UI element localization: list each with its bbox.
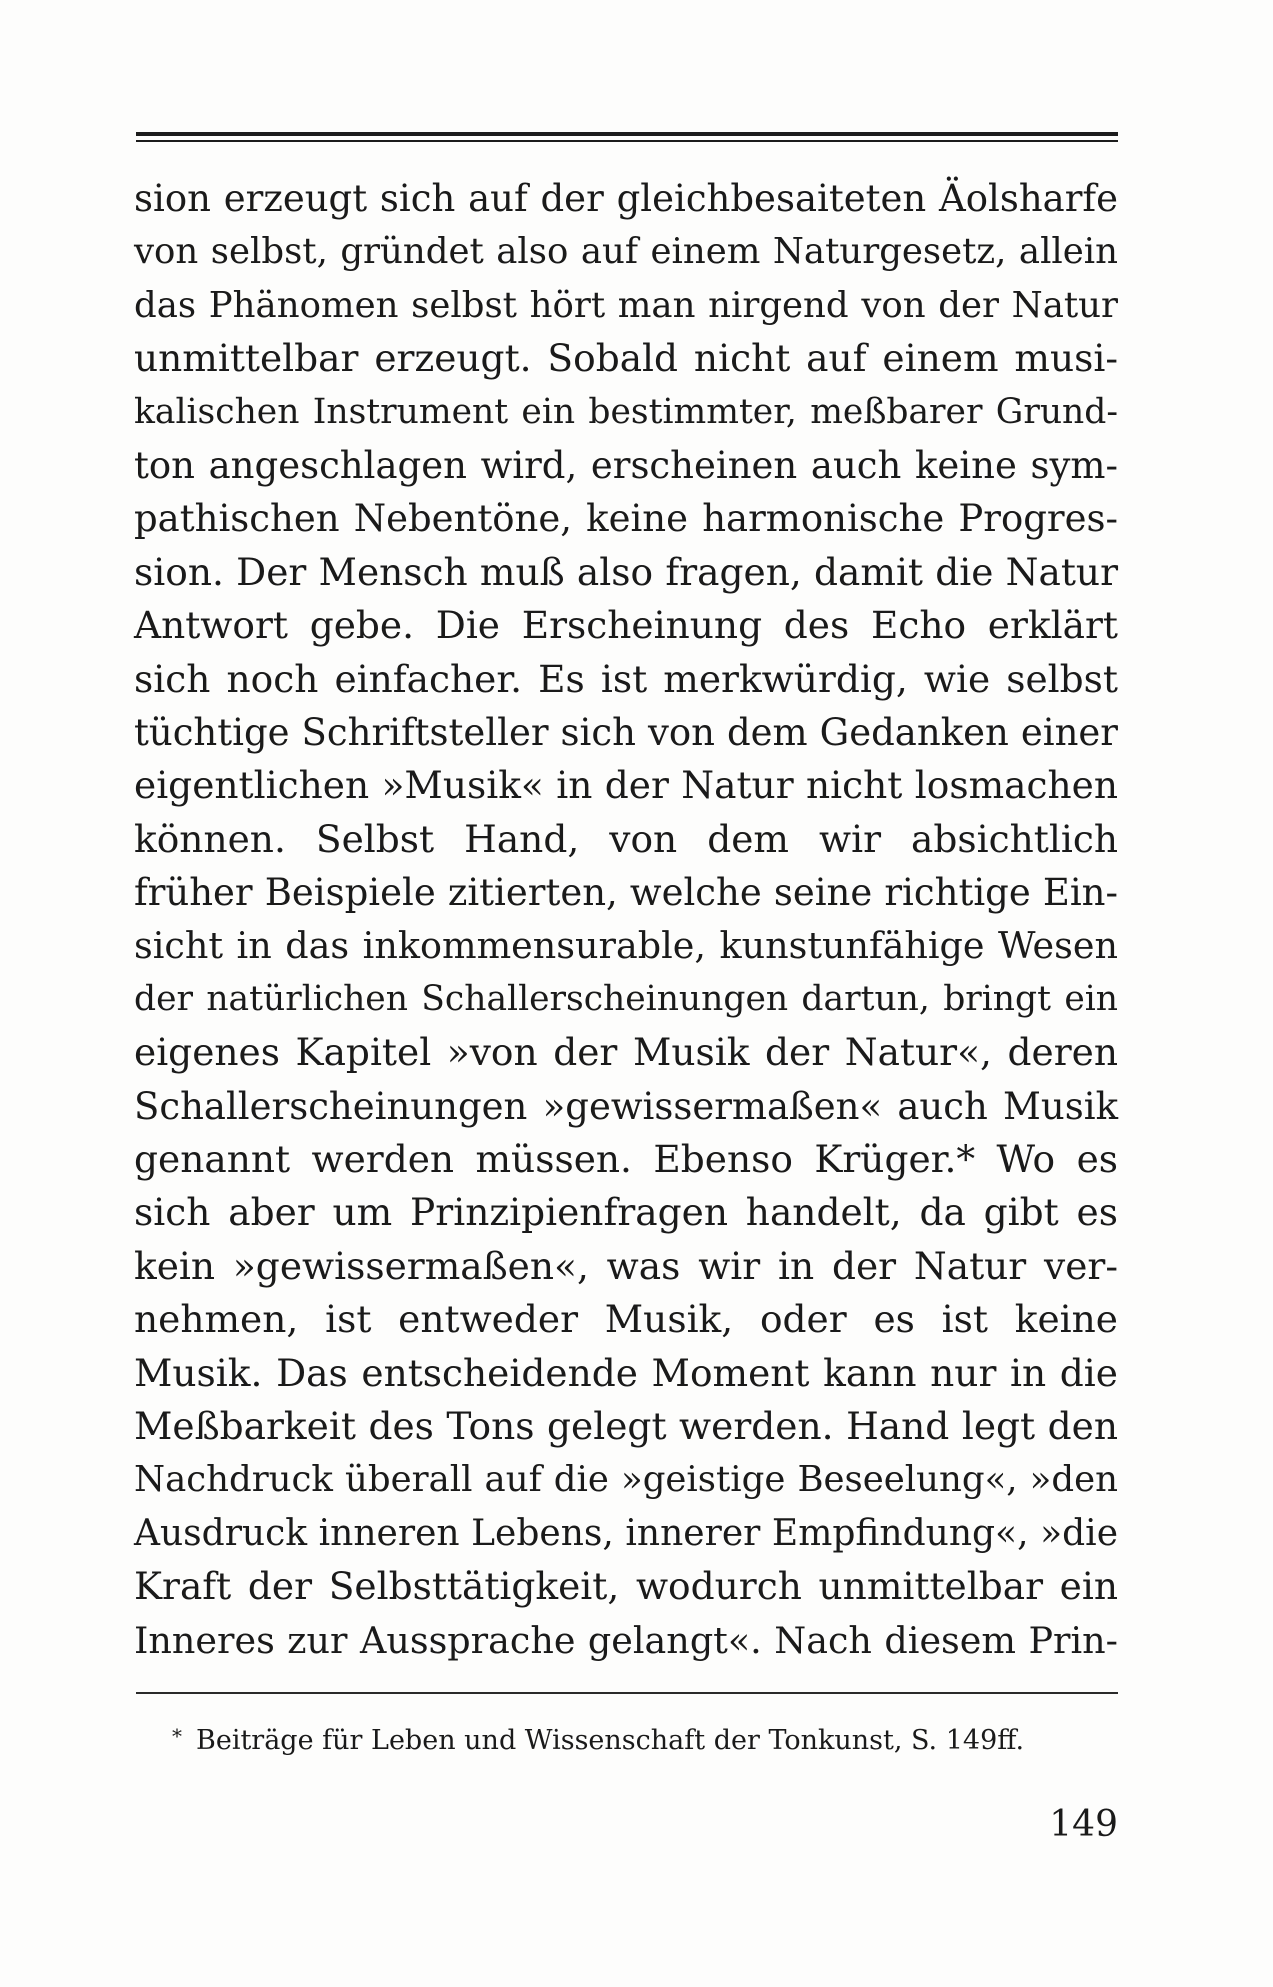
text-line: der natürlichen Schallerscheinungen dartun, bringt ein <box>134 978 1118 1019</box>
text-line: sich noch einfacher. Es ist merkwürdig, wie selbst <box>134 656 1118 701</box>
text-line: können. Selbst Hand, von dem wir absichtlich <box>134 816 1118 861</box>
text-line: nehmen, ist entweder Musik, oder es ist keine <box>134 1297 1118 1342</box>
text-line: Nachdruck überall auf die »geistige Beseelung«, »den <box>134 1459 1118 1501</box>
text-line: Inneres zur Aussprache gelangt«. Nach diesem Prin- <box>134 1618 1118 1662</box>
text-line: Meßbarkeit des Tons gelegt werden. Hand legt den <box>134 1403 1118 1448</box>
text-line: tüchtige Schriftsteller sich von dem Gedanken einer <box>134 710 1118 754</box>
text-line: früher Beispiele zitierten, welche seine richtige Ein- <box>134 871 1118 915</box>
text-line: sion. Der Mensch muß also fragen, damit die Natur <box>134 549 1118 594</box>
text-line: eigenes Kapitel »von der Musik der Natur«, deren <box>134 1030 1118 1075</box>
footnote-marker: * <box>172 1724 182 1748</box>
footnote-rule <box>136 1692 1118 1694</box>
text-line: Schallerscheinungen »gewissermaßen« auch Musik <box>134 1084 1118 1128</box>
header-double-rule <box>136 132 1118 142</box>
main-text-block <box>134 172 1118 1667</box>
text-line: Ausdruck inneren Lebens, innerer Empfindung«, »die <box>134 1512 1118 1554</box>
text-line: genannt werden müssen. Ebenso Krüger.* Wo es <box>134 1137 1118 1182</box>
text-line: Antwort gebe. Die Erscheinung des Echo erklärt <box>134 603 1118 648</box>
text-line: sicht in das inkommensurable, kunstunfähige Wesen <box>134 924 1118 968</box>
text-line: Kraft der Selbsttätigkeit, wodurch unmittelbar ein <box>134 1564 1118 1609</box>
text-line: Musik. Das entscheidende Moment kann nur in die <box>134 1350 1118 1395</box>
footnote <box>172 1716 1118 1761</box>
text-line: eigentlichen »Musik« in der Natur nicht losmachen <box>134 763 1118 808</box>
text-line: ton angeschlagen wird, erscheinen auch keine sym- <box>134 443 1118 487</box>
footnote-text: Beiträge für Leben und Wissenschaft der Tonkunst, S. 149ff. <box>196 1725 1025 1756</box>
text-line: sich aber um Prinzipienfragen handelt, da gibt es <box>134 1190 1118 1235</box>
text-line: sion erzeugt sich auf der gleichbesaiteten Äolsharfe <box>134 177 1118 220</box>
text-line: von selbst, gründet also auf einem Naturgesetz, allein <box>134 231 1118 273</box>
text-line: das Phänomen selbst hört man nirgend von der Natur <box>134 284 1118 326</box>
text-line: kein »gewissermaßen«, was wir in der Natur ver- <box>134 1243 1118 1288</box>
text-line: pathischen Nebentöne, keine harmonische Progres- <box>134 497 1118 541</box>
page-number: 149 <box>1049 1804 1118 1845</box>
text-line: unmittelbar erzeugt. Sobald nicht auf einem musi- <box>134 336 1118 381</box>
text-line: kalischen Instrument ein bestimmter, meßbarer Grund- <box>134 391 1118 432</box>
